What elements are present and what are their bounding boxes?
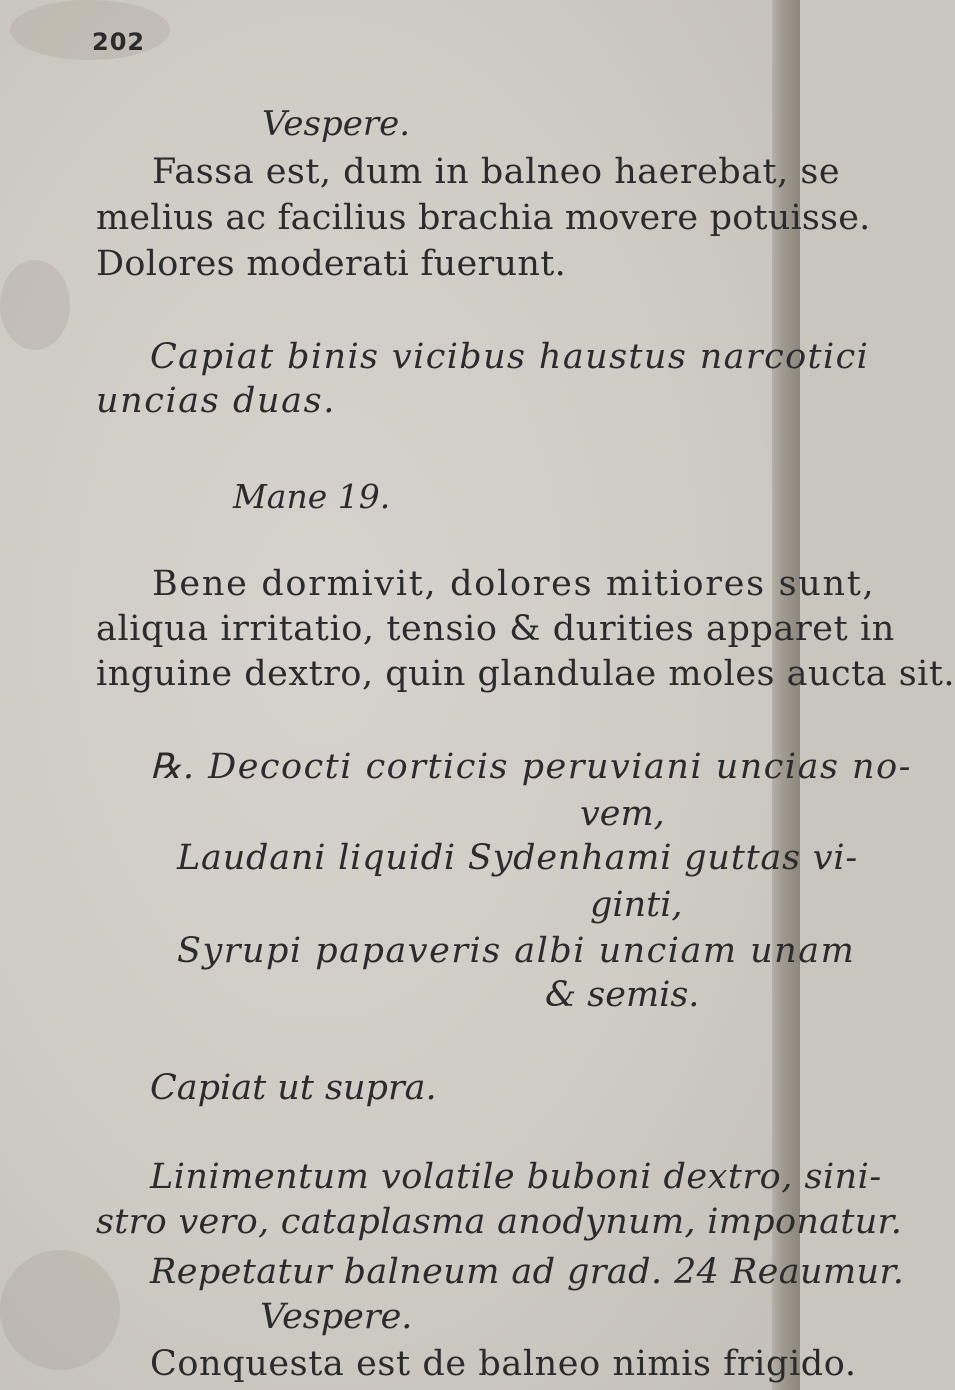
prescription-line: Repetatur balneum ad grad. 24 Reaumur. [150, 1252, 905, 1292]
recipe-line: Laudani liquidi Sydenhami guttas vi- [177, 838, 858, 878]
prescription-line: stro vero, cataplasma anodynum, imponatur. [96, 1202, 903, 1242]
paragraph-line: aliqua irritatio, tensio & durities apparet in [96, 609, 895, 649]
recipe-line: Syrupi papaveris albi unciam unam [177, 931, 856, 971]
recipe-line: & semis. [545, 975, 700, 1015]
paper-stain [0, 260, 70, 350]
paragraph-line: Dolores moderati fuerunt. [96, 244, 567, 284]
page-number: 202 [92, 28, 146, 56]
heading-vespere: Vespere. [262, 104, 411, 144]
paper-stain [10, 0, 170, 60]
paragraph-line: Conquesta est de balneo nimis frigido. [150, 1344, 857, 1384]
recipe-line: ℞. Decocti corticis peruviani uncias no- [150, 747, 912, 787]
heading-vespere: Vespere. [260, 1297, 413, 1337]
prescription-line: Capiat ut supra. [150, 1068, 437, 1108]
paper-stain [0, 1250, 120, 1370]
heading-mane: Mane 19. [233, 477, 391, 516]
prescription-line: uncias duas. [96, 381, 336, 421]
paragraph-line: Bene dormivit, dolores mitiores sunt, [152, 564, 876, 604]
prescription-line: Linimentum volatile buboni dextro, sini- [150, 1157, 882, 1197]
paragraph-line: melius ac facilius brachia movere potuisse. [96, 198, 871, 238]
paragraph-line: Fassa est, dum in balneo haerebat, se [152, 152, 841, 192]
paragraph-line: inguine dextro, quin glandulae moles aucta sit. [96, 654, 955, 694]
recipe-line: vem, [580, 794, 665, 834]
recipe-line: ginti, [590, 885, 683, 925]
prescription-line: Capiat binis vicibus haustus narcotici [150, 337, 870, 377]
